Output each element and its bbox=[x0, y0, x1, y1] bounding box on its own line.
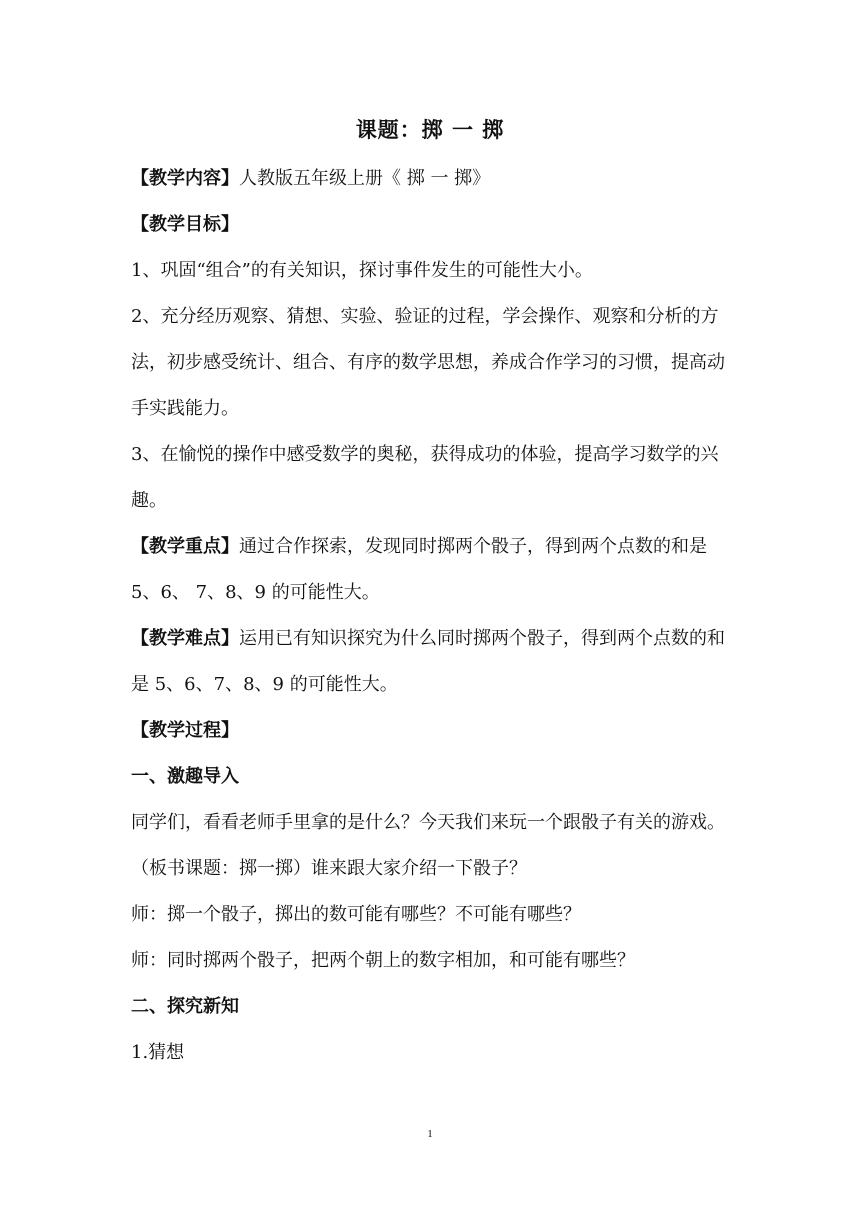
teaching-objectives-heading: 【教学目标】 bbox=[131, 214, 239, 235]
teaching-content-label: 【教学内容】 bbox=[131, 168, 239, 189]
objective-2: 2、充分经历观察、猜想、实验、验证的过程，学会操作、观察和分析的方法，初步感受统计、组合、有序的数学思想，养成合作学习的习惯，提高动手实践能力。 bbox=[131, 306, 725, 419]
teaching-difficulty-paragraph bbox=[131, 616, 731, 708]
teaching-difficulty-text: 运用已有知识探究为什么同时掷两个骰子，得到两个点数的和是 5、6、7、8、9 的可能性大。 bbox=[131, 628, 725, 695]
section-heading-intro: 一、激趣导入 bbox=[131, 766, 239, 787]
teaching-content-paragraph bbox=[131, 156, 731, 202]
intro-paragraph-1: 同学们，看看老师手里拿的是什么？今天我们来玩一个跟骰子有关的游戏。 bbox=[131, 812, 725, 833]
objective-1: 1、巩固“组合”的有关知识，探讨事件发生的可能性大小。 bbox=[131, 260, 593, 281]
teaching-process-heading: 【教学过程】 bbox=[131, 720, 239, 741]
page-number: 1 bbox=[427, 1128, 433, 1140]
teaching-key-point-label: 【教学重点】 bbox=[131, 536, 239, 557]
intro-paragraph-3: 师：掷一个骰子，掷出的数可能有哪些？不可能有哪些？ bbox=[131, 904, 581, 925]
lesson-title: 课题：掷 一 掷 bbox=[355, 118, 505, 142]
teaching-difficulty-label: 【教学难点】 bbox=[131, 628, 239, 649]
teaching-content-text: 人教版五年级上册《 掷 一 掷》 bbox=[239, 168, 491, 189]
intro-paragraph-4: 师：同时掷两个骰子，把两个朝上的数字相加，和可能有哪些？ bbox=[131, 950, 635, 971]
step-1-guess: 1.猜想 bbox=[131, 1042, 185, 1063]
teaching-key-point-text: 通过合作探索，发现同时掷两个骰子，得到两个点数的和是 5、6、 7、8、9 的可能性大。 bbox=[131, 536, 707, 603]
objective-3: 3、在愉悦的操作中感受数学的奥秘，获得成功的体验，提高学习数学的兴趣。 bbox=[131, 444, 719, 511]
document-body bbox=[131, 156, 731, 1076]
section-heading-explore: 二、探究新知 bbox=[131, 996, 239, 1017]
intro-paragraph-2: （板书课题：掷一掷）谁来跟大家介绍一下骰子？ bbox=[131, 858, 527, 879]
teaching-key-point-paragraph bbox=[131, 524, 731, 616]
